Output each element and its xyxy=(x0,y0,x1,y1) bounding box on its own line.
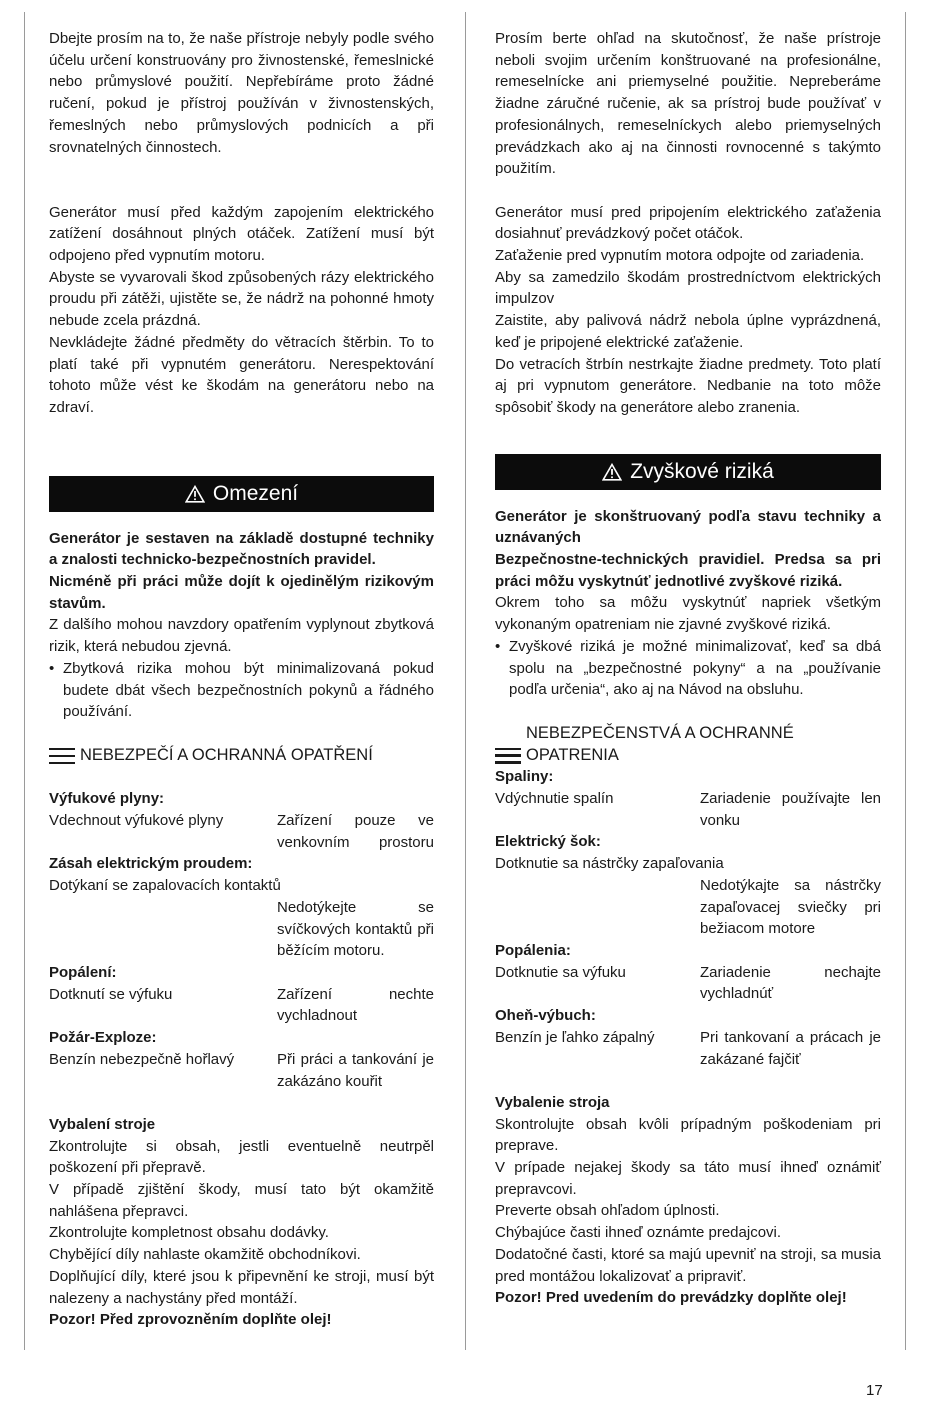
hazard-title: Zásah elektrickým proudem: xyxy=(49,855,253,873)
unpack-paragraph: Preverte obsah ohľadom úplnosti. xyxy=(495,1202,720,1220)
hazard-measure: Zariadenie používajte len vonku xyxy=(700,790,881,829)
hazards-heading xyxy=(495,723,881,766)
restriction-bold-text: Bezpečnostne-technických pravidiel. Predsa sa pri práci môžu vyskytnúť jednotlivé zvyškové riziká. xyxy=(495,551,881,590)
bullet-text: Zvyškové riziká je možné minimalizovať, keď sa dbá spolu na „bezpečnostné pokyny“ a na „používanie podľa určenia“, ako aj na Návod na obsluhu. xyxy=(509,637,881,699)
hazards-heading-text: OPATRENIA xyxy=(526,745,619,764)
hazard-text: Vdechnout výfukové plyny xyxy=(49,812,224,830)
hazards-table xyxy=(495,766,881,1070)
generator-paragraph: Aby sa zamedzilo škodám prostredníctvom elektrických impulzov xyxy=(495,268,881,308)
unpack-paragraph: V prípade nejakej škody sa táto musí ihneď oznámiť prepravcovi. xyxy=(495,1159,881,1198)
warning-triangle-icon xyxy=(185,485,205,503)
hazard-title: Oheň-výbuch: xyxy=(495,1007,596,1025)
hazard-measure: Nedotýkejte se svíčkových kontaktů při běžícím motoru. xyxy=(277,898,434,960)
hazard-row xyxy=(49,984,434,1027)
hazard-row xyxy=(495,962,881,1005)
hazards-table xyxy=(49,788,434,1092)
intro-paragraph: Prosím berte ohľad na skutočnosť, že naše prístroje neboli svojim určením konštruované na profesionálne, remeselnícke ani priemyselné použitie. Nepreberáme žiadne záručné ručenie, ak sa prístroj bude používať v profesionálnych, remeselníckych alebo priemyselných prevádzkach ako aj na činnosti rovnocenné s takýmto použitím. xyxy=(495,30,881,178)
unpack-paragraph: Chybějící díly nahlaste okamžitě obchodníkovi. xyxy=(49,1246,361,1264)
hazard-measure: Pri tankovaní a prácach je zakázané fajčiť xyxy=(700,1028,881,1068)
hazard-title: Elektrický šok: xyxy=(495,833,601,851)
generator-paragraph: Zaistite, aby palivová nádrž nebola úplne vyprázdnená, keď je pripojené elektrické zaťaženie. xyxy=(495,312,881,351)
unpack-paragraph: Zkontrolujte kompletnost obsahu dodávky. xyxy=(49,1224,329,1242)
generator-paragraph: Nevkládejte žádné předměty do větracích štěrbin. To to platí také při vypnutém generátoru. Nerespektování tohoto může vést ke škodám na generátoru nebo na zdraví. xyxy=(49,333,434,416)
hazard-measure: Zariadenie nechajte vychladnúť xyxy=(700,963,881,1003)
hazard-title: Požár-Exploze: xyxy=(49,1029,157,1047)
hazard-title: Výfukové plyny: xyxy=(49,790,165,808)
hazard-text: Dotknutie sa nástrčky zapaľovania xyxy=(495,855,724,873)
bullet-icon: • xyxy=(49,659,55,677)
restriction-bold-text: Generátor je skonštruovaný podľa stavu techniky a uznávaných xyxy=(495,507,881,547)
generator-paragraph: Generátor musí před každým zapojením elektrického zatížení dosáhnout plných otáček. Zatížení musí být odpojeno před vypnutím motoru. xyxy=(49,203,434,265)
hazard-row xyxy=(49,897,434,962)
column-divider xyxy=(465,12,466,1350)
list-icon xyxy=(495,748,521,764)
hazard-row xyxy=(49,1049,434,1092)
hazard-row xyxy=(495,1027,881,1070)
hazard-measure: Zařízení nechte vychladnout xyxy=(277,985,434,1025)
list-icon xyxy=(49,748,75,764)
generator-paragraph: Do vetracích štrbín nestrkajte žiadne predmety. Toto platí aj pri vypnutom generátore. Nedbanie na toto môže spôsobiť škody na generátore alebo zranenia. xyxy=(495,355,881,416)
hazard-measure: Zařízení pouze ve venkovním prostoru xyxy=(277,812,434,851)
generator-section xyxy=(495,202,881,419)
generator-paragraph: Abyste se vyvarovali škod způsobených rázy elektrického proudu při zátěži, ujistěte se, že nádrž na pohonné hmoty nebude zcela prázdná. xyxy=(49,268,434,330)
hazard-row xyxy=(495,875,881,940)
warning-triangle-icon xyxy=(602,463,622,481)
unpack-title: Vybalení stroje xyxy=(49,1115,156,1133)
restriction-bold-text: Nicméně při práci může dojít k ojedinělým rizikovým stavům. xyxy=(49,573,434,612)
unpack-title: Vybalenie stroja xyxy=(495,1093,610,1111)
right-column xyxy=(495,28,881,1309)
hazard-row xyxy=(495,788,881,831)
generator-section xyxy=(49,202,434,419)
restriction-text: Z dalšího mohou navzdory opatřením vyplynout zbytková rizik, která nebudou zjevná. xyxy=(49,616,434,656)
generator-paragraph: Generátor musí pred pripojením elektrického zaťaženia dosiahnuť prevádzkový počet otáčok. xyxy=(495,203,881,243)
residual-risks-banner xyxy=(495,454,881,490)
unpack-paragraph: Doplňující díly, které jsou k připevnění ke stroji, musí být nalezeny a nachystány před montáží. xyxy=(49,1267,434,1307)
hazard-text: Dotýkaní se zapalovacích kontaktů xyxy=(49,877,281,895)
restriction-bullet xyxy=(49,658,434,723)
restriction-banner xyxy=(49,476,434,512)
unpack-paragraph: Zkontrolujte si obsah, jestli eventuelně neutrpěl poškození při přepravě. xyxy=(49,1137,434,1177)
page-number: 17 xyxy=(866,1382,883,1399)
hazard-title: Popálenia: xyxy=(495,942,571,959)
hazard-text: Benzín nebezpečně hořlavý xyxy=(49,1050,235,1068)
unpack-paragraph: Chýbajúce časti ihneď oznámte predajcovi. xyxy=(495,1224,782,1242)
banner-title: Zvyškové riziká xyxy=(630,459,774,483)
banner-title: Omezení xyxy=(212,481,299,505)
hazard-text: Vdýchnutie spalín xyxy=(495,790,614,808)
bullet-text: Zbytková rizika mohou být minimalizovaná pokud budete dbát všech bezpečnostních pokynů a řádného používání. xyxy=(63,659,434,721)
hazard-row xyxy=(49,810,434,853)
restriction-bold-text: Generátor je sestaven na základě dostupné techniky a znalosti technicko-bezpečnostních pravidel. xyxy=(49,529,434,569)
generator-paragraph: Zaťaženie pred vypnutím motora odpojte od zariadenia. xyxy=(495,247,865,265)
hazard-text: Dotknutie sa výfuku xyxy=(495,963,626,981)
left-column xyxy=(49,28,434,1331)
hazard-text: Benzín je ľahko zápalný xyxy=(495,1028,655,1046)
oil-warning: Pozor! Před zprovozněním doplňte olej! xyxy=(49,1311,332,1329)
restriction-text: Okrem toho sa môžu vyskytnúť napriek všetkým vykonaným opatreniam nie zjavné zvyškové riziká. xyxy=(495,594,881,634)
unpack-paragraph: Skontrolujte obsah kvôli prípadným poškodeniam pri preprave. xyxy=(495,1115,881,1155)
hazards-heading xyxy=(49,745,434,767)
intro-paragraph: Dbejte prosím na to, že naše přístroje nebyly podle svého účelu určení konstruovány pro živnostenské, řemeslnické nebo průmyslové použití. Nepřebíráme proto žádné ručení, pokud je přístroj používán v živnostenských, řemeslných nebo průmyslových podnicích a při srovnatelných činnostech. xyxy=(49,30,434,156)
bullet-icon: • xyxy=(495,637,501,655)
restriction-bullet xyxy=(495,636,881,701)
unpack-paragraph: Dodatočné časti, ktoré sa majú upevniť na stroji, sa musia pred montážou lokalizovať a pripraviť. xyxy=(495,1245,881,1285)
hazard-measure: Nedotýkajte sa nástrčky zapaľovacej sviečky pri bežiacom motore xyxy=(700,876,881,938)
hazards-heading-text: NEBEZPEČENSTVÁ A OCHRANNÉ xyxy=(526,723,794,742)
hazard-text: Dotknutí se výfuku xyxy=(49,985,173,1003)
right-margin-rule xyxy=(905,12,906,1350)
hazard-title: Spaliny: xyxy=(495,768,554,786)
oil-warning: Pozor! Pred uvedením do prevádzky doplňte olej! xyxy=(495,1289,847,1307)
hazard-title: Popálení: xyxy=(49,963,117,981)
left-margin-rule xyxy=(24,12,25,1350)
unpack-paragraph: V případě zjištění škody, musí tato být okamžitě nahlášena přepravci. xyxy=(49,1181,434,1220)
hazard-measure: Při práci a tankování je zakázáno kouřit xyxy=(277,1050,434,1090)
hazards-heading-text: NEBEZPEČÍ A OCHRANNÁ OPATŘENÍ xyxy=(80,745,373,764)
